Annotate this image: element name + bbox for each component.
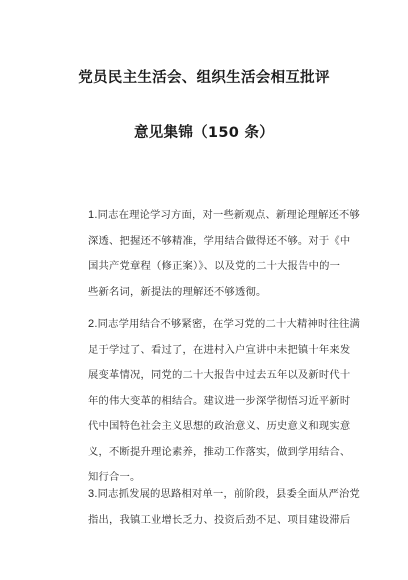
paragraph-line: 义，不断提升理论素养，推动工作落实，做到学用结合、 — [88, 445, 351, 458]
paragraph-line: 年的伟大变革的相结合。建议进一步深学彻悟习近平新时 — [88, 394, 351, 407]
paragraph-line: 足于学过了、看过了，在进村入户宣讲中未把镇十年来发 — [88, 343, 351, 356]
document-title: 党员民主生活会、组织生活会相互批评 — [78, 70, 330, 86]
paragraph-line: 1.同志在理论学习方面，对一些新观点、新理论理解还不够 — [88, 209, 360, 221]
paragraph-line: 深透、把握还不够精准，学用结合做得还不够。对于《中 — [88, 234, 351, 247]
paragraph-line: 指出，我镇工业增长乏力、投资后劲不足、项目建设滞后 — [88, 513, 351, 526]
paragraph-number: 3. — [88, 488, 98, 500]
paragraph-line: 代中国特色社会主义思想的政治意义、历史意义和现实意 — [88, 420, 351, 432]
paragraph-3 — [88, 482, 360, 533]
paragraph-2 — [88, 312, 360, 491]
document-subtitle: 意见集锦（150 条） — [133, 125, 275, 141]
paragraph-number: 2. — [88, 318, 98, 330]
paragraph-line: 展变革情况，同党的二十大报告中过去五年以及新时代十 — [88, 369, 351, 381]
paragraph-line: 国共产党章程（修正案）》、以及党的二十大报告中的一 — [88, 260, 341, 272]
paragraph-line: 些新名词，新提法的理解还不够透彻。 — [88, 285, 267, 298]
paragraph-number: 1. — [88, 209, 98, 221]
paragraph-1 — [88, 203, 360, 305]
paragraph-line: 3.同志抓发展的思路相对单一，前阶段，县委全面从严治党 — [88, 488, 360, 500]
paragraph-line: 知行合一。 — [88, 471, 141, 483]
paragraph-line: 2.同志学用结合不够紧密，在学习党的二十大精神时往往满 — [88, 318, 360, 330]
